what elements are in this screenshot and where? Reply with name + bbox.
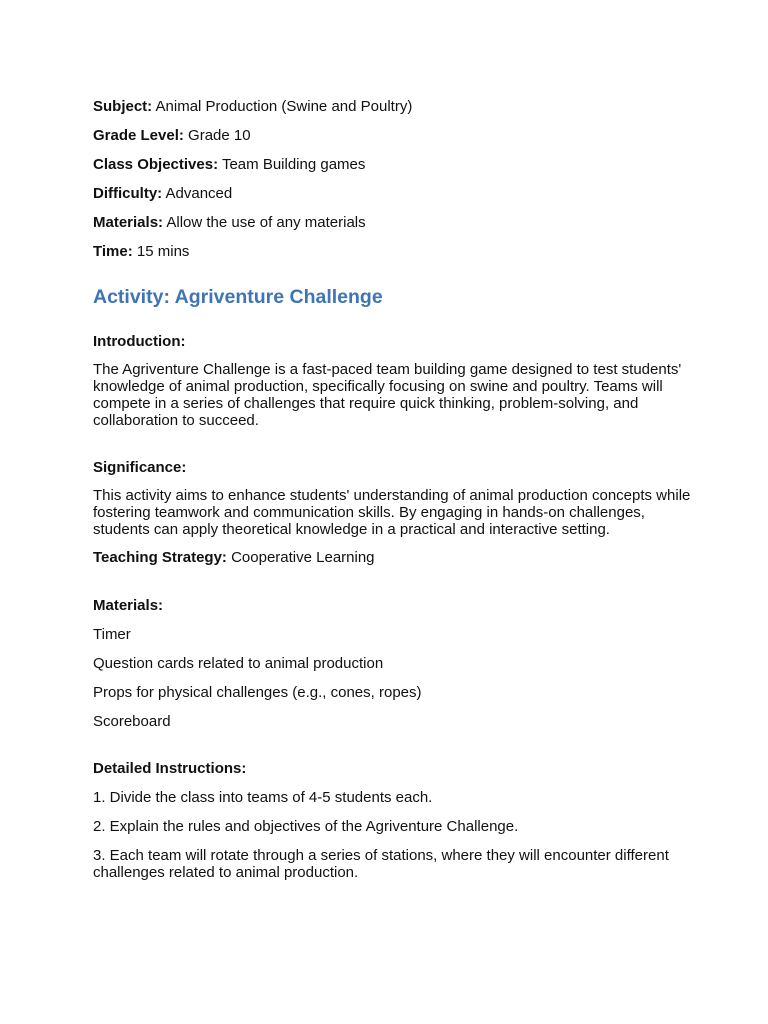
materials-label: Materials: <box>93 214 164 231</box>
materials-row <box>93 214 693 231</box>
difficulty-value: Advanced <box>165 185 233 202</box>
grade-row <box>93 127 693 144</box>
difficulty-row <box>93 185 693 202</box>
time-value: 15 mins <box>136 243 190 260</box>
significance-text: This activity aims to enhance students' understanding of animal production concepts while fostering teamwork and communication skills. By engaging in hands-on challenges, students can apply theoretical knowledge in a practical and interactive setting. <box>93 487 691 538</box>
instructions-list <box>93 789 693 881</box>
list-item: 1. Divide the class into teams of 4-5 students each. <box>93 789 433 806</box>
document-page <box>93 98 693 893</box>
subject-label: Subject: <box>93 98 153 115</box>
subject-value: Animal Production (Swine and Poultry) <box>155 98 413 115</box>
materials-list <box>93 626 693 730</box>
materials-heading: Materials: <box>93 597 164 614</box>
subject-row <box>93 98 693 115</box>
objectives-label: Class Objectives: <box>93 156 219 173</box>
introduction-text: The Agriventure Challenge is a fast-paced team building game designed to test students' knowledge of animal production, specifically focusing on swine and poultry. Teams will compete in a series of challenges that require quick thinking, problem-solving, and collaboration to succeed. <box>93 361 682 429</box>
list-item: Props for physical challenges (e.g., cones, ropes) <box>93 684 422 701</box>
objectives-value: Team Building games <box>221 156 366 173</box>
time-label: Time: <box>93 243 133 260</box>
grade-value: Grade 10 <box>188 127 251 144</box>
significance-heading: Significance: <box>93 459 187 476</box>
list-item: 2. Explain the rules and objectives of the Agriventure Challenge. <box>93 818 519 835</box>
instructions-heading: Detailed Instructions: <box>93 760 247 777</box>
difficulty-label: Difficulty: <box>93 185 163 202</box>
list-item: Scoreboard <box>93 713 171 730</box>
list-item: 3. Each team will rotate through a series of stations, where they will encounter different challenges related to animal production. <box>93 847 669 881</box>
activity-title: Activity: Agriventure Challenge <box>93 286 383 308</box>
materials-value: Allow the use of any materials <box>166 214 366 231</box>
list-item: Timer <box>93 626 131 643</box>
grade-label: Grade Level: <box>93 127 184 144</box>
teaching-strategy-label: Teaching Strategy: <box>93 549 227 566</box>
introduction-heading: Introduction: <box>93 333 186 350</box>
objectives-row <box>93 156 693 173</box>
teaching-strategy-value: Cooperative Learning <box>231 549 375 566</box>
list-item: Question cards related to animal production <box>93 655 384 672</box>
time-row <box>93 243 693 260</box>
teaching-strategy-row <box>93 549 693 566</box>
